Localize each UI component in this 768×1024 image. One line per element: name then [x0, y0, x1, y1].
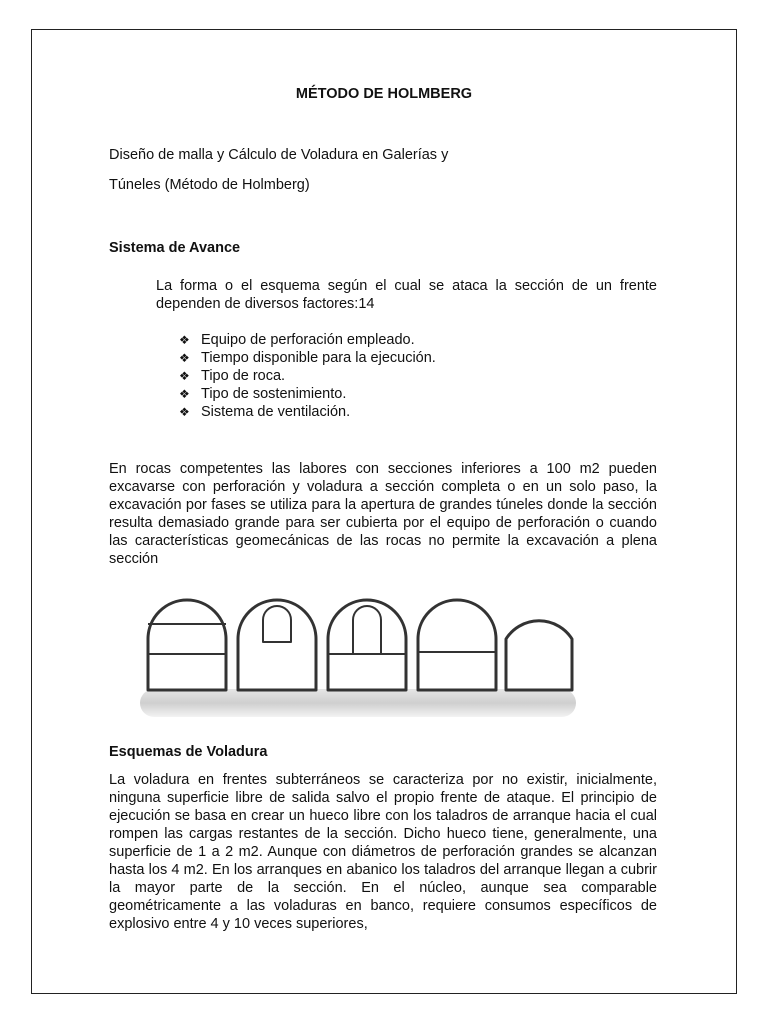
tunnel-section-heading-and-bench — [328, 600, 406, 690]
list-item: ❖ Sistema de ventilación. — [179, 404, 351, 420]
diamond-bullet-icon: ❖ — [179, 369, 190, 383]
factor-list — [179, 331, 436, 421]
list-item: ❖ Equipo de perforación empleado. — [179, 332, 415, 348]
tunnel-section-top-heading — [238, 600, 316, 690]
diamond-bullet-icon: ❖ — [179, 333, 190, 347]
section-heading-esquemas-voladura: Esquemas de Voladura — [109, 744, 268, 760]
list-item: ❖ Tiempo disponible para la ejecución. — [179, 350, 436, 366]
tunnel-section-horizontal-benches — [148, 600, 226, 690]
section2-paragraph: La voladura en frentes subterráneos se caracteriza por no existir, inicialmente, ninguna superficie libre de salida salvo el propio frente de ataque. El principio de ejecución se basa en crear un hueco libre con los taladros de arranque hacia el cual rompen las cargas restantes de la sección. Dicho hueco tiene, generalmente, una superficie de 1 a 2 m2. Aunque con diámetros de perforación grandes se alcanzan hasta los 4 m2. En los arranques en abanico los taladros del arranque llegan a cubrir la mayor parte de la sección. En el núcleo, aunque sea comparable geométricamente a las voladuras en banco, requiere consumos específicos de explosivo entre 4 y 10 veces superiores, — [109, 772, 657, 932]
subtitle-line-1: Diseño de malla y Cálculo de Voladura en Galerías y — [109, 147, 449, 163]
section-heading-sistema-avance: Sistema de Avance — [109, 240, 241, 256]
diamond-bullet-icon: ❖ — [179, 405, 190, 419]
subtitle-line-2: Túneles (Método de Holmberg) — [109, 177, 310, 193]
diamond-bullet-icon: ❖ — [179, 387, 190, 401]
list-item: ❖ Tipo de roca. — [179, 368, 286, 384]
figure-shadow-base — [140, 689, 576, 717]
tunnel-section-full-face — [506, 621, 572, 690]
tunnel-sections-figure — [138, 594, 578, 719]
tunnel-section-split — [418, 600, 496, 690]
document-title: MÉTODO DE HOLMBERG — [295, 86, 473, 102]
section1-paragraph: En rocas competentes las labores con secciones inferiores a 100 m2 pueden excavarse con perforación y voladura a sección completa o en un solo paso, la excavación por fases se utiliza para la apertura de grandes túneles donde la sección resulta demasiado grande para ser cubierta por el equipo de perforación o cuando las características geomecánicas de las rocas no permite la excavación a plena sección — [109, 461, 657, 567]
section1-intro: La forma o el esquema según el cual se ataca la sección de un frente dependen de diversos factores:14 — [156, 278, 657, 312]
diamond-bullet-icon: ❖ — [179, 351, 190, 365]
list-item: ❖ Tipo de sostenimiento. — [179, 386, 347, 402]
